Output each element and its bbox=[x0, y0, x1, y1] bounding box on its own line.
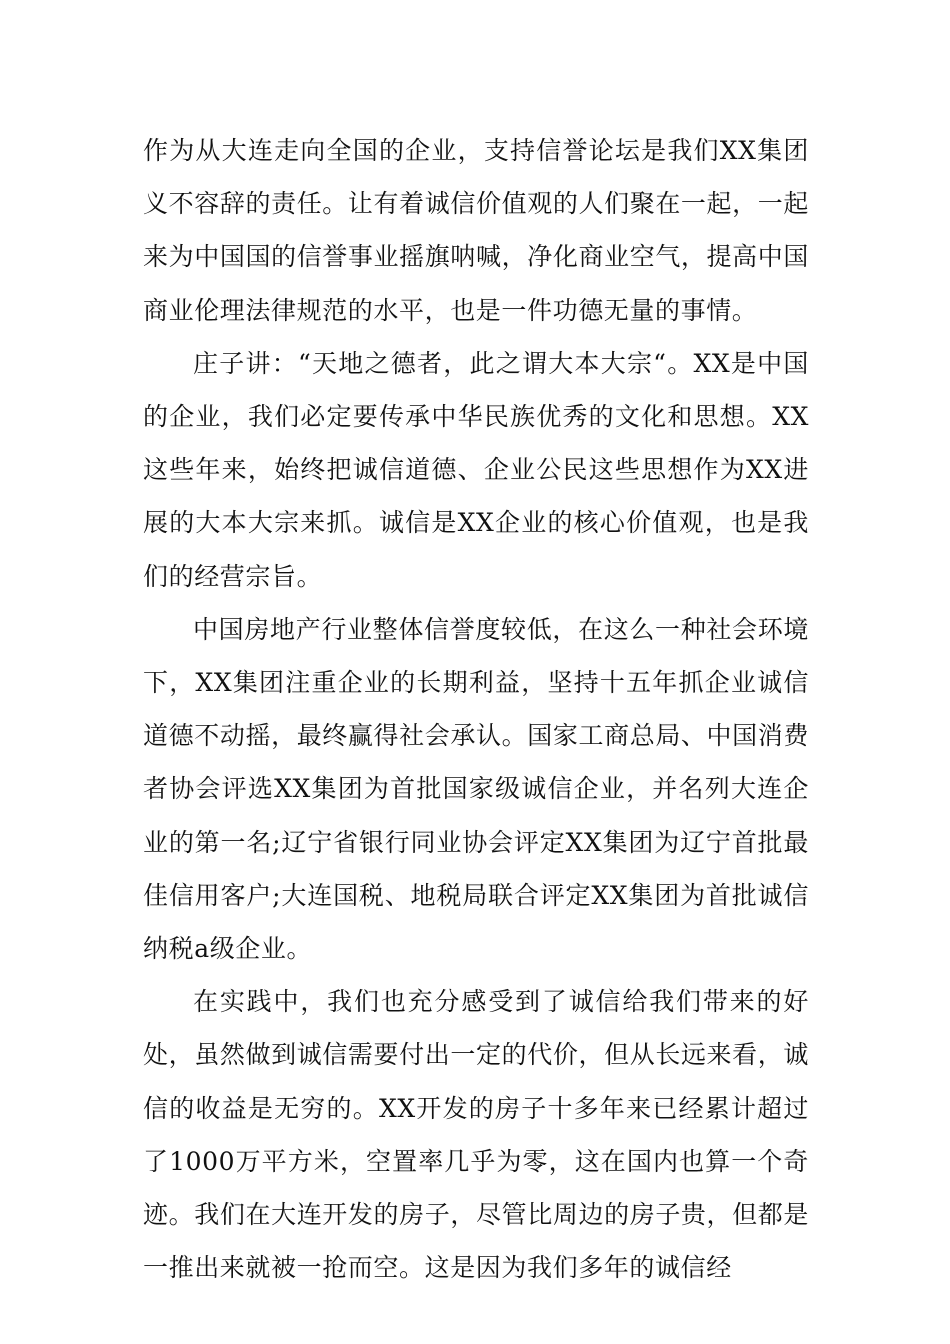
paragraph: 在实践中，我们也充分感受到了诚信给我们带来的好处，虽然做到诚信需要付出一定的代价，但从长远来看，诚信的收益是无穷的。XX开发的房子十多年来已经累计超过了1000万平方米，空置率几乎为零，这在国内也算一个奇迹。我们在大连开发的房子，尽管比周边的房子贵，但都是一推出来就被一抢而空。这是因为我们多年的诚信经 bbox=[143, 987, 809, 1283]
document-body bbox=[143, 124, 809, 1294]
paragraph: 作为从大连走向全国的企业，支持信誉论坛是我们XX集团义不容辞的责任。让有着诚信价值观的人们聚在一起，一起来为中国国的信誉事业摇旗呐喊，净化商业空气，提高中国商业伦理法律规范的水平，也是一件功德无量的事情。 bbox=[143, 136, 809, 325]
paragraph: 庄子讲：“天地之德者，此之谓大本大宗“。XX是中国的企业，我们必定要传承中华民族优秀的文化和思想。XX这些年来，始终把诚信道德、企业公民这些思想作为XX进展的大本大宗来抓。诚信是XX企业的核心价值观，也是我们的经营宗旨。 bbox=[143, 348, 809, 591]
paragraph: 中国房地产行业整体信誉度较低，在这么一种社会环境下，XX集团注重企业的长期利益，坚持十五年抓企业诚信道德不动摇，最终赢得社会承认。国家工商总局、中国消费者协会评选XX集团为首批国家级诚信企业，并名列大连企业的第一名;辽宁省银行同业协会评定XX集团为辽宁首批最佳信用客户;大连国税、地税局联合评定XX集团为首批诚信纳税a级企业。 bbox=[143, 614, 809, 964]
